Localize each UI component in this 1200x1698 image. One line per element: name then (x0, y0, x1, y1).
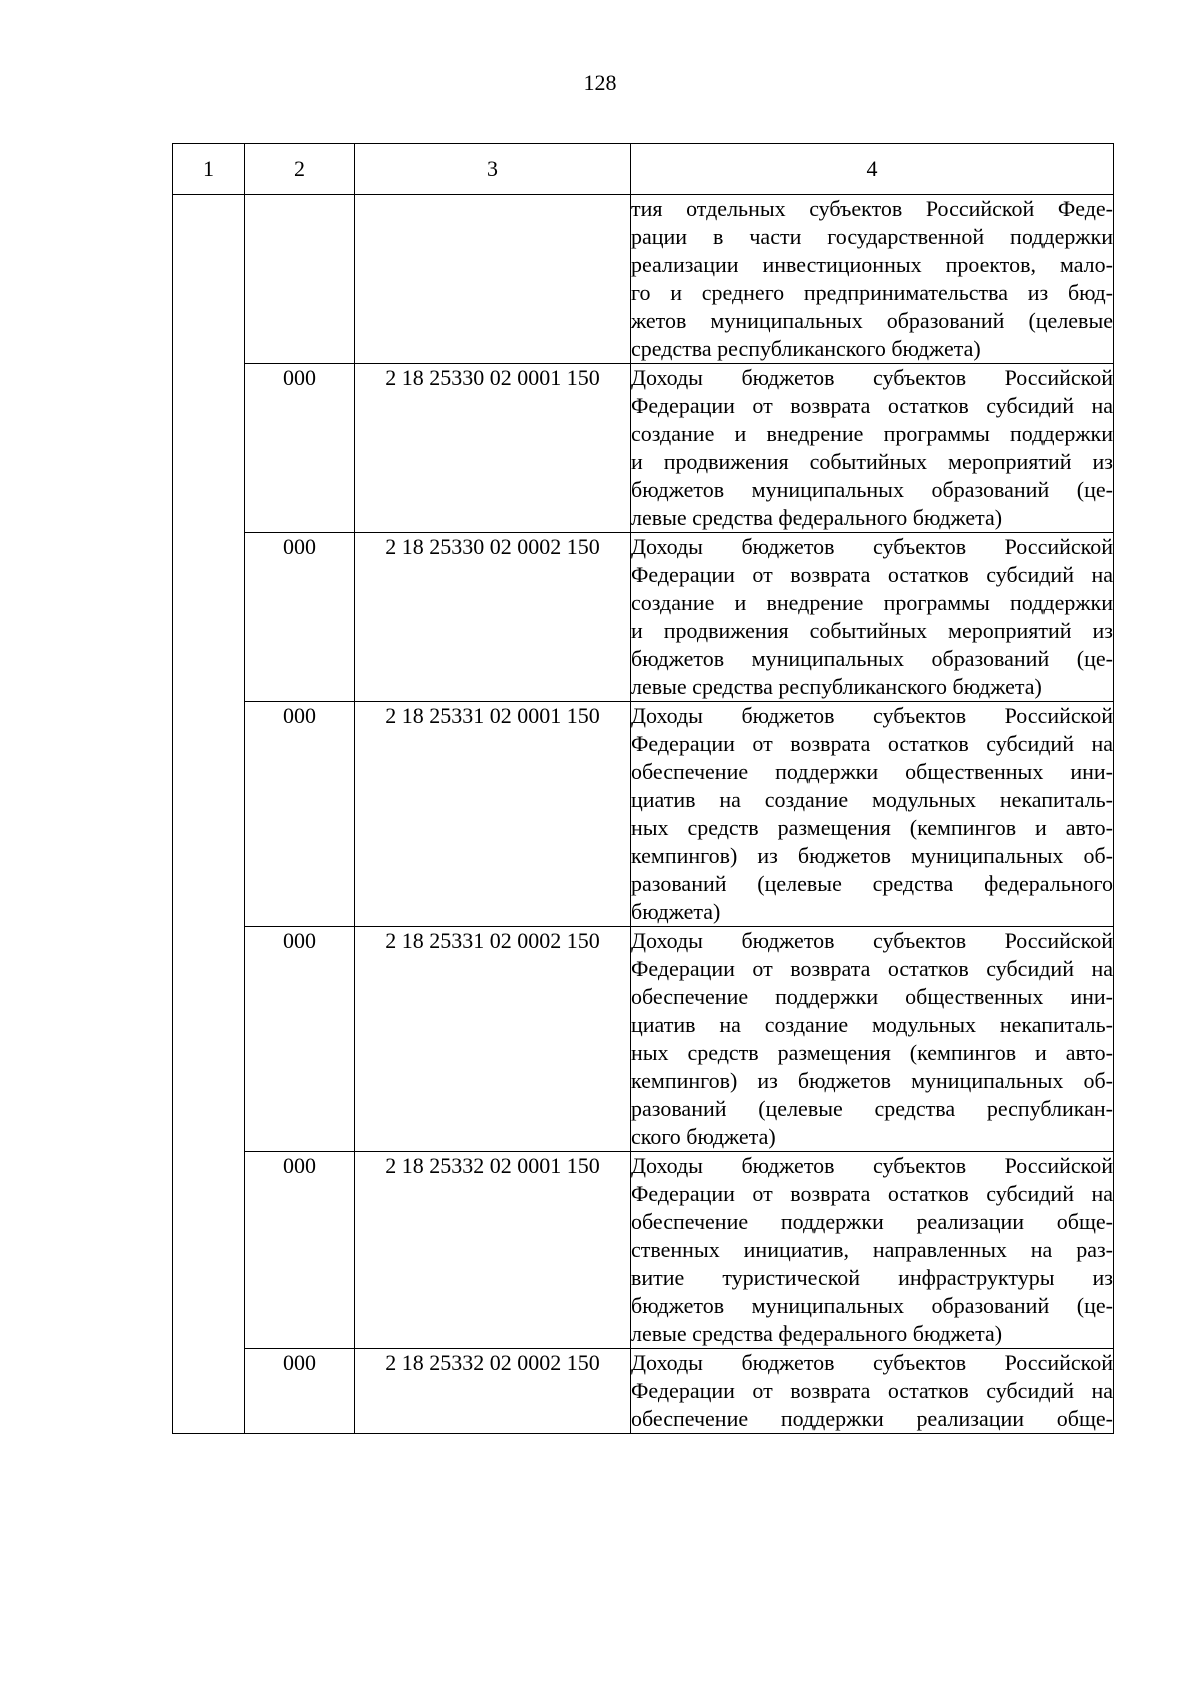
description-line: Федерации от возврата остатков субсидий на (631, 1378, 1113, 1403)
table-header-row (173, 144, 1114, 195)
description-line: левые средства республиканского бюджета) (631, 674, 1042, 699)
description-line: го и среднего предпринимательства из бюд- (631, 280, 1113, 305)
description-line: ственных инициатив, направленных на раз- (631, 1237, 1113, 1262)
budget-code-cell: 2 18 25332 02 0001 150 (355, 1152, 631, 1349)
table-row (173, 1349, 1114, 1434)
description-line: Федерации от возврата остатков субсидий на (631, 956, 1113, 981)
description-line: Доходы бюджетов субъектов Российской (631, 365, 1113, 390)
page-number: 128 (583, 70, 617, 95)
description-cell (631, 364, 1114, 533)
description-line: бюджетов муниципальных образований (це- (631, 477, 1113, 502)
description-cell (631, 533, 1114, 702)
description-line: Федерации от возврата остатков субсидий на (631, 1181, 1113, 1206)
description-line: и продвижения событийных мероприятий из (631, 449, 1113, 474)
admin-code-cell: 000 (245, 1349, 355, 1434)
budget-code-cell: 2 18 25331 02 0001 150 (355, 702, 631, 927)
description-line: Федерации от возврата остатков субсидий на (631, 731, 1113, 756)
description-line: тия отдельных субъектов Российской Феде- (631, 196, 1113, 221)
description-line: кемпингов) из бюджетов муниципальных об- (631, 843, 1113, 868)
description-line: обеспечение поддержки общественных ини- (631, 759, 1113, 784)
description-line: создание и внедрение программы поддержки (631, 590, 1113, 615)
description-line: рации в части государственной поддержки (631, 224, 1113, 249)
description-cell (631, 195, 1114, 364)
description-cell (631, 702, 1114, 927)
description-line: и продвижения событийных мероприятий из (631, 618, 1113, 643)
table-row (173, 927, 1114, 1152)
description-line: обеспечение поддержки реализации обще- (631, 1406, 1113, 1431)
col-1-cell (173, 195, 245, 1434)
description-line: средства республиканского бюджета) (631, 336, 981, 361)
description-line: создание и внедрение программы поддержки (631, 421, 1113, 446)
description-line: реализации инвестиционных проектов, мало- (631, 252, 1113, 277)
header-col-2: 2 (245, 144, 355, 195)
description-line: бюджета) (631, 899, 721, 924)
description-line: Доходы бюджетов субъектов Российской (631, 1153, 1113, 1178)
admin-code-cell: 000 (245, 1152, 355, 1349)
description-line: жетов муниципальных образований (целевые (631, 308, 1113, 333)
description-cell (631, 1152, 1114, 1349)
table-row (173, 533, 1114, 702)
description-line: циатив на создание модульных некапиталь- (631, 1012, 1113, 1037)
table-row (173, 195, 1114, 364)
description-cell (631, 927, 1114, 1152)
description-line: левые средства федерального бюджета) (631, 1321, 1003, 1346)
description-line: левые средства федерального бюджета) (631, 505, 1003, 530)
description-line: Доходы бюджетов субъектов Российской (631, 1350, 1113, 1375)
description-line: циатив на создание модульных некапиталь- (631, 787, 1113, 812)
description-line: ных средств размещения (кемпингов и авто- (631, 1040, 1113, 1065)
description-line: Доходы бюджетов субъектов Российской (631, 928, 1113, 953)
budget-code-cell: 2 18 25330 02 0002 150 (355, 533, 631, 702)
header-col-4: 4 (631, 144, 1114, 195)
table-row (173, 1152, 1114, 1349)
table-body (173, 195, 1114, 1434)
description-line: разований (целевые средства федерального (631, 871, 1113, 896)
description-line: витие туристической инфраструктуры из (631, 1265, 1113, 1290)
admin-code-cell: 000 (245, 533, 355, 702)
description-line: обеспечение поддержки реализации обще- (631, 1209, 1113, 1234)
description-line: бюджетов муниципальных образований (це- (631, 1293, 1113, 1318)
admin-code-cell: 000 (245, 364, 355, 533)
header-col-1: 1 (173, 144, 245, 195)
budget-code-cell (355, 195, 631, 364)
admin-code-cell: 000 (245, 702, 355, 927)
description-line: обеспечение поддержки общественных ини- (631, 984, 1113, 1009)
description-line: бюджетов муниципальных образований (це- (631, 646, 1113, 671)
description-line: ского бюджета) (631, 1124, 776, 1149)
table-row (173, 702, 1114, 927)
budget-codes-table (172, 143, 1114, 1434)
budget-code-cell: 2 18 25330 02 0001 150 (355, 364, 631, 533)
budget-code-cell: 2 18 25332 02 0002 150 (355, 1349, 631, 1434)
table-row (173, 364, 1114, 533)
admin-code-cell: 000 (245, 927, 355, 1152)
description-cell (631, 1349, 1114, 1434)
description-line: кемпингов) из бюджетов муниципальных об- (631, 1068, 1113, 1093)
description-line: Доходы бюджетов субъектов Российской (631, 703, 1113, 728)
description-line: разований (целевые средства республикан- (631, 1096, 1113, 1121)
description-line: Федерации от возврата остатков субсидий на (631, 393, 1113, 418)
description-line: Федерации от возврата остатков субсидий на (631, 562, 1113, 587)
budget-code-cell: 2 18 25331 02 0002 150 (355, 927, 631, 1152)
header-col-3: 3 (355, 144, 631, 195)
admin-code-cell (245, 195, 355, 364)
description-line: ных средств размещения (кемпингов и авто- (631, 815, 1113, 840)
description-line: Доходы бюджетов субъектов Российской (631, 534, 1113, 559)
